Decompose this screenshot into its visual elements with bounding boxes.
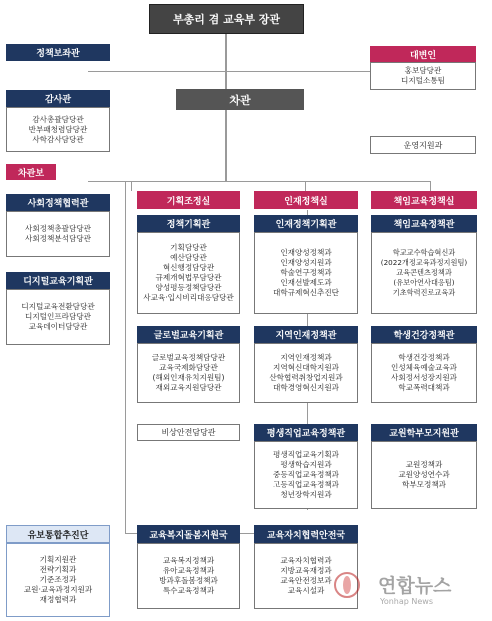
inspector-header: 감사관 <box>6 90 110 107</box>
policy-aide-box: 정책보좌관 <box>6 44 110 61</box>
global-item: 교육국제화담당관 <box>159 363 218 372</box>
connector-line <box>430 181 431 191</box>
responsible-planning-header: 책임교육정책관 <box>371 215 477 232</box>
student-health-list <box>371 343 477 403</box>
student-health-item: 사회정서성장지원과 <box>390 373 458 382</box>
inspector-item: 사학감사담당관 <box>32 134 84 144</box>
connector-line <box>88 181 126 182</box>
inspector-item: 감사총괄담당관 <box>32 114 84 124</box>
early-childhood-item: 기획지원관 <box>39 555 77 564</box>
lifelong-header: 평생직업교육정책관 <box>254 424 358 441</box>
policy-planning-item: 사교육·입시비리대응담당관 <box>143 293 234 302</box>
watermark-sub: Yonhap News <box>380 597 433 606</box>
inspector-item: 반부패청렴담당관 <box>28 124 88 134</box>
early-childhood-item: 재정협력과 <box>39 595 77 604</box>
digital-edu-list <box>6 289 110 345</box>
early-childhood-item: 교원·교육과정지원과 <box>23 585 93 594</box>
social-policy-list <box>6 211 110 257</box>
talent-planning-item: 학술연구정책과 <box>280 268 332 277</box>
student-health-item: 인성체육예술교육과 <box>390 363 458 372</box>
early-childhood-item: 기준조정과 <box>39 575 77 584</box>
talent-planning-list <box>254 232 358 314</box>
social-policy-item: 사회정책총괄담당관 <box>24 224 92 233</box>
welfare-header: 교육복지돌봄지원국 <box>137 525 240 543</box>
talent-planning-item: 인재양성지원과 <box>280 258 332 267</box>
autonomy-item: 교육시설과 <box>287 586 325 595</box>
early-childhood-list <box>6 543 110 617</box>
teacher-item: 교원정책과 <box>405 460 443 469</box>
responsible-planning-item: 교육콘텐츠정책과 <box>396 268 452 277</box>
operations-box: 운영지원과 <box>370 136 476 154</box>
talent-planning-item: 대학규제혁신추진단 <box>272 288 340 297</box>
minister-box: 부총리 겸 교육부 장관 <box>149 4 304 34</box>
autonomy-item: 교육안전정보과 <box>280 576 332 585</box>
spokesperson-item: 홍보담당관 <box>404 66 442 75</box>
welfare-item: 방과후돌봄정책과 <box>159 576 218 585</box>
responsible-planning-item: 기초학력진로교육과 <box>392 288 456 297</box>
spokesperson-item: 디지털소통팀 <box>400 76 445 85</box>
teacher-item: 교원양성연수과 <box>398 470 450 479</box>
regional-item: 대학경영혁신지원과 <box>272 383 340 392</box>
regional-item: 지역인재정책과 <box>280 353 332 362</box>
connector-line <box>125 181 126 534</box>
policy-planning-item: 규제개혁법무담당관 <box>155 273 222 282</box>
watermark-brand: 연합뉴스 <box>378 575 452 597</box>
social-policy-header: 사회정책협력관 <box>6 194 110 211</box>
welfare-item: 교육복지정책과 <box>162 556 215 565</box>
autonomy-item: 교육자치협력과 <box>280 556 332 565</box>
welfare-item: 유아교육정책과 <box>162 566 215 575</box>
global-header: 글로벌교육기획관 <box>137 326 240 343</box>
autonomy-item: 지방교육재정과 <box>280 566 332 575</box>
responsible-planning-item: 학교교수학습혁신과 <box>392 248 456 257</box>
lifelong-item: 중등직업교육정책과 <box>272 470 340 479</box>
planning-office-box: 기획조정실 <box>137 191 240 209</box>
connector-line <box>131 181 132 191</box>
responsible-planning-item: (2022개정교육과정지원팀) <box>380 258 468 267</box>
teacher-list <box>371 441 477 509</box>
autonomy-header: 교육자치협력안전국 <box>254 525 358 543</box>
regional-item: 지역혁신대학지원과 <box>272 363 340 372</box>
regional-item: 산학협력취창업지원과 <box>269 373 343 382</box>
digital-edu-item: 디지털교육전환담당관 <box>21 302 95 311</box>
policy-planning-header: 정책기획관 <box>137 215 240 232</box>
global-item: 재외교육지원담당관 <box>155 383 222 392</box>
early-childhood-header: 유보통합추진단 <box>6 525 110 543</box>
digital-edu-item: 디지털인프라담당관 <box>24 312 92 321</box>
talent-planning-item: 인재양성정책과 <box>280 248 332 257</box>
digital-edu-header: 디지털교육기획관 <box>6 272 110 289</box>
teacher-header: 교원학부모지원관 <box>371 424 477 441</box>
student-health-header: 학생건강정책관 <box>371 326 477 343</box>
teacher-item: 학부모정책과 <box>401 480 446 489</box>
global-item: 글로벌교육정책담당관 <box>151 353 226 362</box>
talent-planning-header: 인재정책기획관 <box>254 215 358 232</box>
policy-planning-item: 기획담당관 <box>170 243 207 252</box>
responsible-planning-list <box>371 232 477 314</box>
lifelong-list <box>254 441 358 509</box>
responsible-office-box: 책임교육정책실 <box>371 191 477 209</box>
inspector-list <box>6 107 110 152</box>
spokesperson-header: 대변인 <box>370 46 476 62</box>
lifelong-item: 평생학습지원과 <box>280 460 332 469</box>
digital-edu-item: 교육데이터담당관 <box>28 322 88 331</box>
connector-line <box>125 181 431 182</box>
social-policy-item: 사회정책분석담당관 <box>24 234 92 243</box>
responsible-planning-item: (유보아연사대응팀) <box>393 278 455 287</box>
lifelong-item: 고등직업교육정책과 <box>272 480 340 489</box>
student-health-item: 학교폭력대책과 <box>398 383 450 392</box>
regional-header: 지역인재정책관 <box>254 326 358 343</box>
vice-minister-box: 차관 <box>176 89 304 110</box>
talent-office-box: 인재정책실 <box>254 191 358 209</box>
policy-planning-item: 혁신행정담당관 <box>162 263 215 272</box>
welfare-item: 특수교육정책과 <box>162 586 215 595</box>
policy-planning-list <box>137 232 240 314</box>
regional-list <box>254 343 358 403</box>
policy-planning-item: 예산담당관 <box>170 253 207 262</box>
global-list <box>137 343 240 403</box>
student-health-item: 학생건강정책과 <box>398 353 450 362</box>
yonhap-logo-icon <box>334 572 360 598</box>
early-childhood-item: 전략기획과 <box>39 565 77 574</box>
policy-planning-item: 양성평등정책담당관 <box>155 283 222 292</box>
welfare-list <box>137 543 240 609</box>
vice-assistant-box: 차관보 <box>6 164 56 180</box>
lifelong-item: 평생직업교육기획과 <box>272 450 340 459</box>
global-item: (해외인재유치지원팀) <box>152 373 225 382</box>
lifelong-item: 청년장학지원과 <box>280 490 332 499</box>
spokesperson-list <box>370 62 476 90</box>
talent-planning-item: 인재선발제도과 <box>280 278 332 287</box>
connector-line <box>305 181 306 191</box>
safety-box: 비상안전담당관 <box>137 424 240 441</box>
